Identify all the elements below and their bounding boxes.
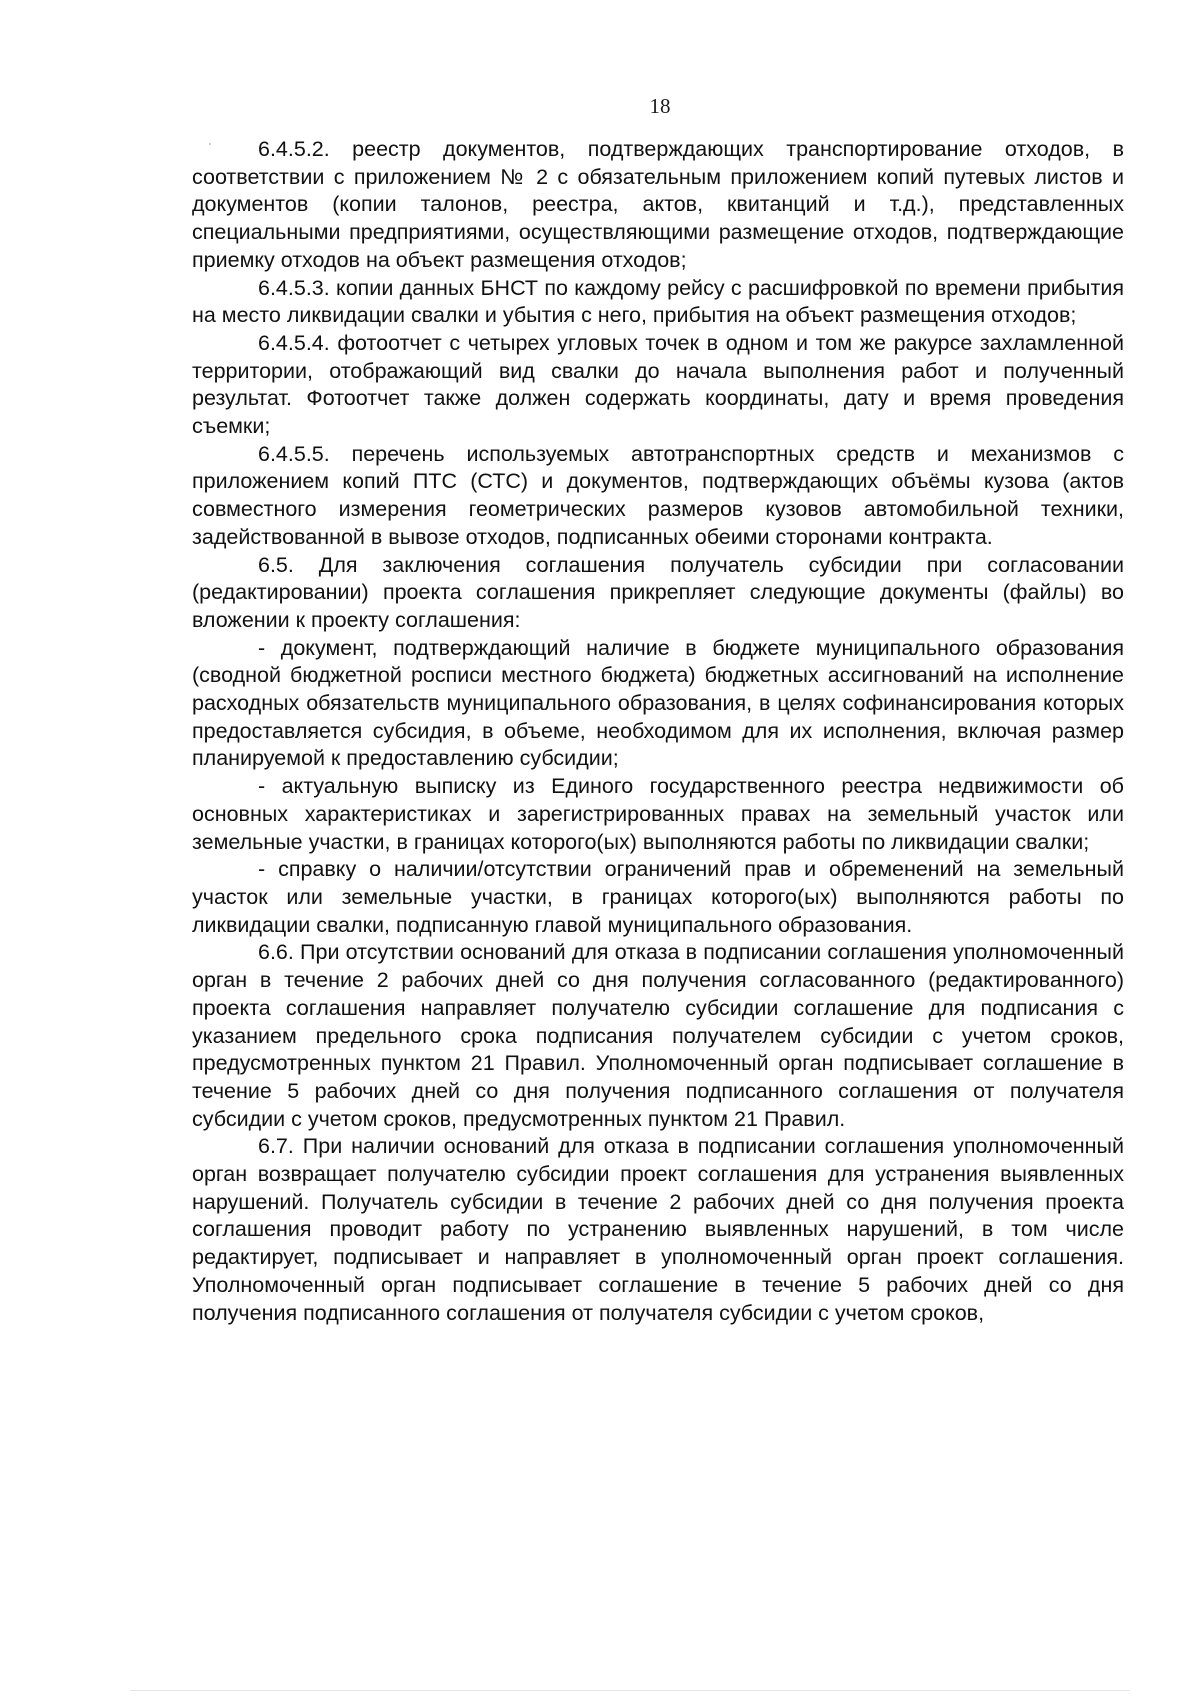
document-body [192, 136, 1124, 1327]
list-item-encumbrance-certificate: - справку о наличии/отсутствии ограничений прав и обременений на земельный участок или земельные участки, в границах которого(ых) выполняются работы по ликвидации свалки, подписанную главой муниципального образования. [192, 857, 1124, 937]
paragraph-6-7: 6.7. При наличии оснований для отказа в подписании соглашения уполномоченный орган возвращает получателю субсидии проект соглашения для устранения выявленных нарушений. Получатель субсидии в течение 2 рабочих дней со дня получения проекта соглашения проводит работу по устранению выявленных нарушений, в том числе редактирует, подписывает и направляет в уполномоченный орган проект соглашения. Уполномоченный орган подписывает соглашение в течение 5 рабочих дней со дня получения подписанного соглашения от получателя субсидии с учетом сроков, [192, 1134, 1124, 1325]
paragraph-6-6: 6.6. При отсутствии оснований для отказа в подписании соглашения уполномоченный орган в течение 2 рабочих дней со дня получения согласованного (редактированного) проекта соглашения направляет получателю субсидии соглашение для подписания с указанием предельного срока подписания получателем субсидии с учетом сроков, предусмотренных пунктом 21 Правил. Уполномоченный орган подписывает соглашение в течение 5 рабочих дней со дня получения подписанного соглашения от получателя субсидии с учетом сроков, предусмотренных пунктом 21 Правил. [192, 940, 1124, 1131]
paragraph-6-4-5-5: 6.4.5.5. перечень используемых автотранспортных средств и механизмов с приложением копий ПТС (СТС) и документов, подтверждающих объёмы кузова (актов совместного измерения геометрических размеров кузовов автомобильной техники, задействованной в вывозе отходов, подписанных обеими сторонами контракта. [192, 441, 1124, 549]
page-number: 18 [649, 94, 671, 118]
scan-edge-line [130, 1690, 1130, 1691]
paragraph-6-4-5-2: 6.4.5.2. реестр документов, подтверждающих транспортирование отходов, в соответствии с приложением № 2 с обязательным приложением копий путевых листов и документов (копии талонов, реестра, актов, квитанций и т.д.), представленных специальными предприятиями, осуществляющими размещение отходов, подтверждающие приемку отходов на объект размещения отходов; [192, 137, 1124, 272]
paragraph-6-4-5-3: 6.4.5.3. копии данных БНСТ по каждому рейсу с расшифровкой по времени прибытия на место ликвидации свалки и убытия с него, прибытия на объект размещения отходов; [192, 275, 1124, 328]
paragraph-6-4-5-4: 6.4.5.4. фотоотчет с четырех угловых точек в одном и том же ракурсе захламленной территории, отображающий вид свалки до начала выполнения работ и полученный результат. Фотоотчет также должен содержать координаты, дату и время проведения съемки; [192, 330, 1124, 439]
list-item-registry-extract: - актуальную выписку из Единого государственного реестра недвижимости об основных характеристиках и зарегистрированных правах на земельный участок или земельные участки, в границах которого(ых) выполняются работы по ликвидации свалки; [192, 774, 1124, 854]
paragraph-6-5: 6.5. Для заключения соглашения получатель субсидии при согласовании (редактировании) проекта соглашения прикрепляет следующие документы (файлы) во вложении к проекту соглашения: [192, 552, 1124, 632]
list-item-budget-document: - документ, подтверждающий наличие в бюджете муниципального образования (сводной бюджетной росписи местного бюджета) бюджетных ассигнований на исполнение расходных обязательств муниципального образования, в целях софинансирования которых предоставляется субсидия, в объеме, необходимом для их исполнения, включая размер планируемой к предоставлению субсидии; [192, 635, 1124, 771]
